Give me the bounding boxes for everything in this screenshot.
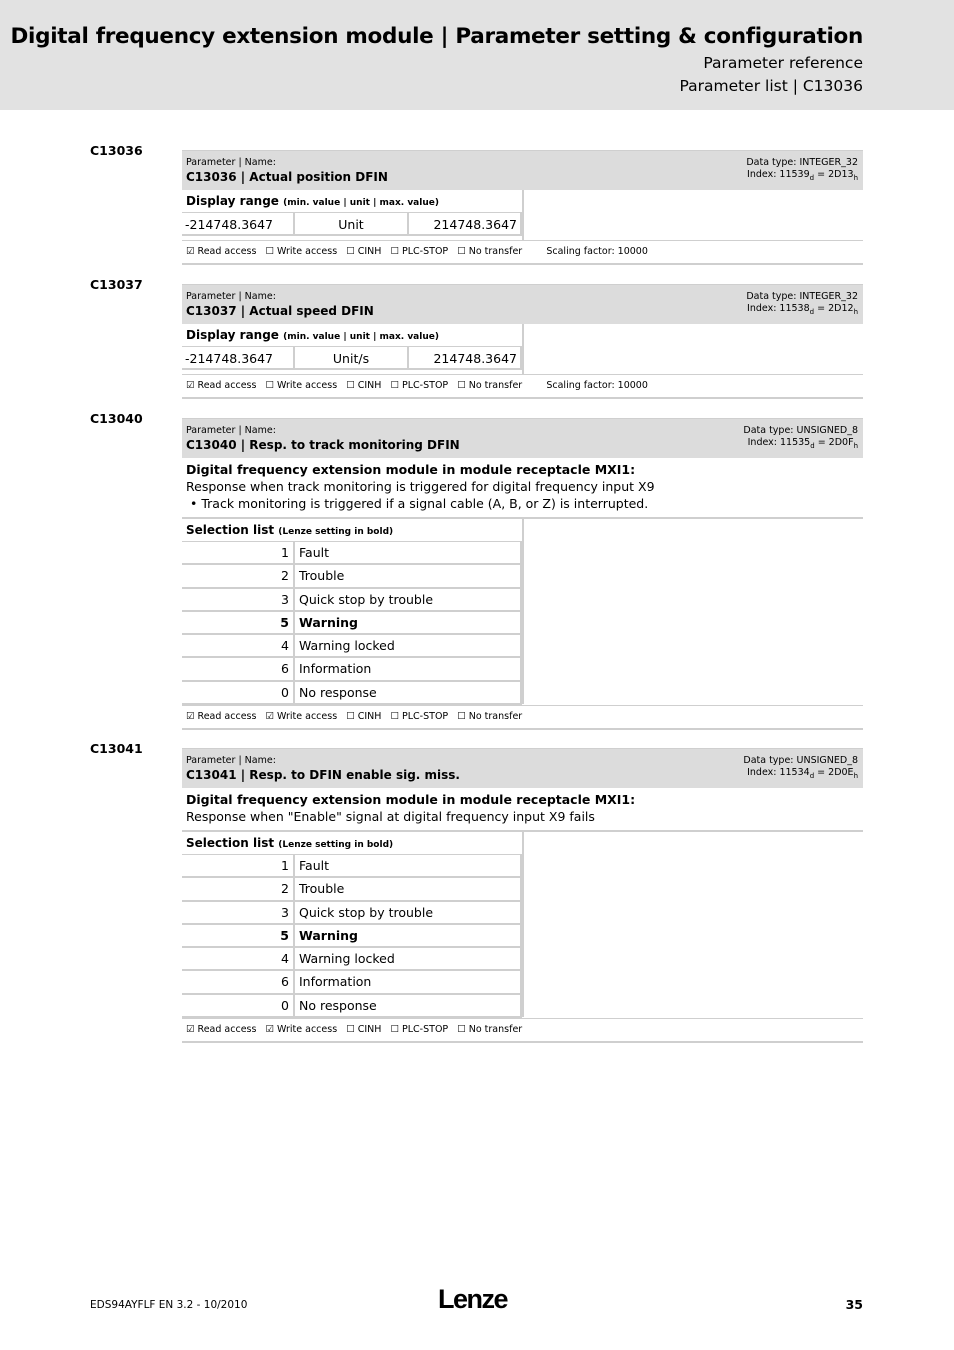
index: Index: $11539_d = 2D13_h$ <box>747 169 858 182</box>
display-range-title: Display range (min. value | unit | max. value) <box>182 190 522 213</box>
display-range-title: Display range (min. value | unit | max. value) <box>182 324 522 347</box>
selection-option: 0 No response <box>182 995 522 1018</box>
description-heading: Digital frequency extension module in module receptacle MXI1: <box>186 462 636 477</box>
data-type: Data type: UNSIGNED_8 <box>743 425 858 436</box>
min-value: -214748.3647 <box>182 347 295 370</box>
parameter-name: C13041 | Resp. to DFIN enable sig. miss. <box>186 768 460 782</box>
page-number: 35 <box>845 1297 863 1312</box>
selection-option: 4 Warning locked <box>182 948 522 971</box>
data-type: Data type: INTEGER_32 <box>746 157 858 168</box>
parameter-description <box>182 788 863 832</box>
selection-option: 6 Information <box>182 971 522 994</box>
description-heading: Digital frequency extension module in module receptacle MXI1: <box>186 792 636 807</box>
selection-list-title: Selection list (Lenze setting in bold) <box>182 832 522 855</box>
empty-cell <box>522 190 863 240</box>
description-bullet: • Track monitoring is triggered if a signal cable (A, B, or Z) is interrupted. <box>190 496 649 511</box>
index: Index: $11534_d = 2D0E_h$ <box>747 767 858 780</box>
description-text: Response when track monitoring is triggered for digital frequency input X9 <box>186 479 655 494</box>
parameter-header <box>182 150 863 190</box>
access-flags: ☑ Read access ☐ Write access ☐ CINH ☐ PLC-STOP ☐ No transfer Scaling factor: 10000 <box>182 240 863 265</box>
parameter-label: Parameter | Name: <box>186 425 276 436</box>
parameter-header <box>182 284 863 324</box>
max-value: 214748.3647 <box>409 347 522 370</box>
display-range-row <box>182 213 522 236</box>
section-code: C13041 <box>90 741 143 756</box>
parameter-block <box>182 418 863 730</box>
parameter-block <box>182 748 863 1043</box>
section-code: C13036 <box>90 143 143 158</box>
section-code: C13037 <box>90 277 143 292</box>
page-title: Digital frequency extension module | Parameter setting & configuration <box>10 24 863 49</box>
unit-value: Unit/s <box>295 347 409 370</box>
selection-option: 3 Quick stop by trouble <box>182 902 522 925</box>
parameter-label: Parameter | Name: <box>186 157 276 168</box>
logo-text: Lenze <box>438 1285 508 1313</box>
document-id: EDS94AYFLF EN 3.2 - 10/2010 <box>90 1299 248 1311</box>
selection-option: 6 Information <box>182 658 522 681</box>
data-type: Data type: UNSIGNED_8 <box>743 755 858 766</box>
access-flags: ☑ Read access ☑ Write access ☐ CINH ☐ PLC-STOP ☐ No transfer <box>182 705 863 730</box>
unit-value: Unit <box>295 213 409 236</box>
parameter-name: C13036 | Actual position DFIN <box>186 170 388 184</box>
lenze-logo <box>438 1285 516 1313</box>
description-text: Response when "Enable" signal at digital frequency input X9 fails <box>186 809 595 824</box>
empty-cell <box>522 324 863 374</box>
selection-option: 2 Trouble <box>182 878 522 901</box>
section-code: C13040 <box>90 411 143 426</box>
selection-list-title: Selection list (Lenze setting in bold) <box>182 519 522 542</box>
selection-option: 1 Fault <box>182 855 522 878</box>
selection-option: 1 Fault <box>182 542 522 565</box>
min-value: -214748.3647 <box>182 213 295 236</box>
selection-option-default: 5 Warning <box>182 925 522 948</box>
empty-cell <box>522 832 863 1017</box>
parameter-block <box>182 284 863 399</box>
parameter-block <box>182 150 863 265</box>
parameter-header <box>182 748 863 788</box>
display-range-row <box>182 347 522 370</box>
parameter-name: C13037 | Actual speed DFIN <box>186 304 374 318</box>
page-subtitle: Parameter reference <box>703 54 863 72</box>
selection-option-default: 5 Warning <box>182 612 522 635</box>
parameter-description <box>182 458 863 519</box>
access-flags: ☑ Read access ☐ Write access ☐ CINH ☐ PLC-STOP ☐ No transfer Scaling factor: 10000 <box>182 374 863 399</box>
max-value: 214748.3647 <box>409 213 522 236</box>
selection-option: 0 No response <box>182 682 522 705</box>
index: Index: $11538_d = 2D12_h$ <box>747 303 858 316</box>
page-subtitle-2: Parameter list | C13036 <box>679 77 863 95</box>
index: Index: $11535_d = 2D0F_h$ <box>747 437 858 450</box>
parameter-label: Parameter | Name: <box>186 755 276 766</box>
selection-option: 4 Warning locked <box>182 635 522 658</box>
parameter-header <box>182 418 863 458</box>
empty-cell <box>522 519 863 704</box>
access-flags: ☑ Read access ☑ Write access ☐ CINH ☐ PLC-STOP ☐ No transfer <box>182 1018 863 1043</box>
parameter-name: C13040 | Resp. to track monitoring DFIN <box>186 438 460 452</box>
selection-option: 2 Trouble <box>182 565 522 588</box>
parameter-label: Parameter | Name: <box>186 291 276 302</box>
data-type: Data type: INTEGER_32 <box>746 291 858 302</box>
selection-option: 3 Quick stop by trouble <box>182 589 522 612</box>
